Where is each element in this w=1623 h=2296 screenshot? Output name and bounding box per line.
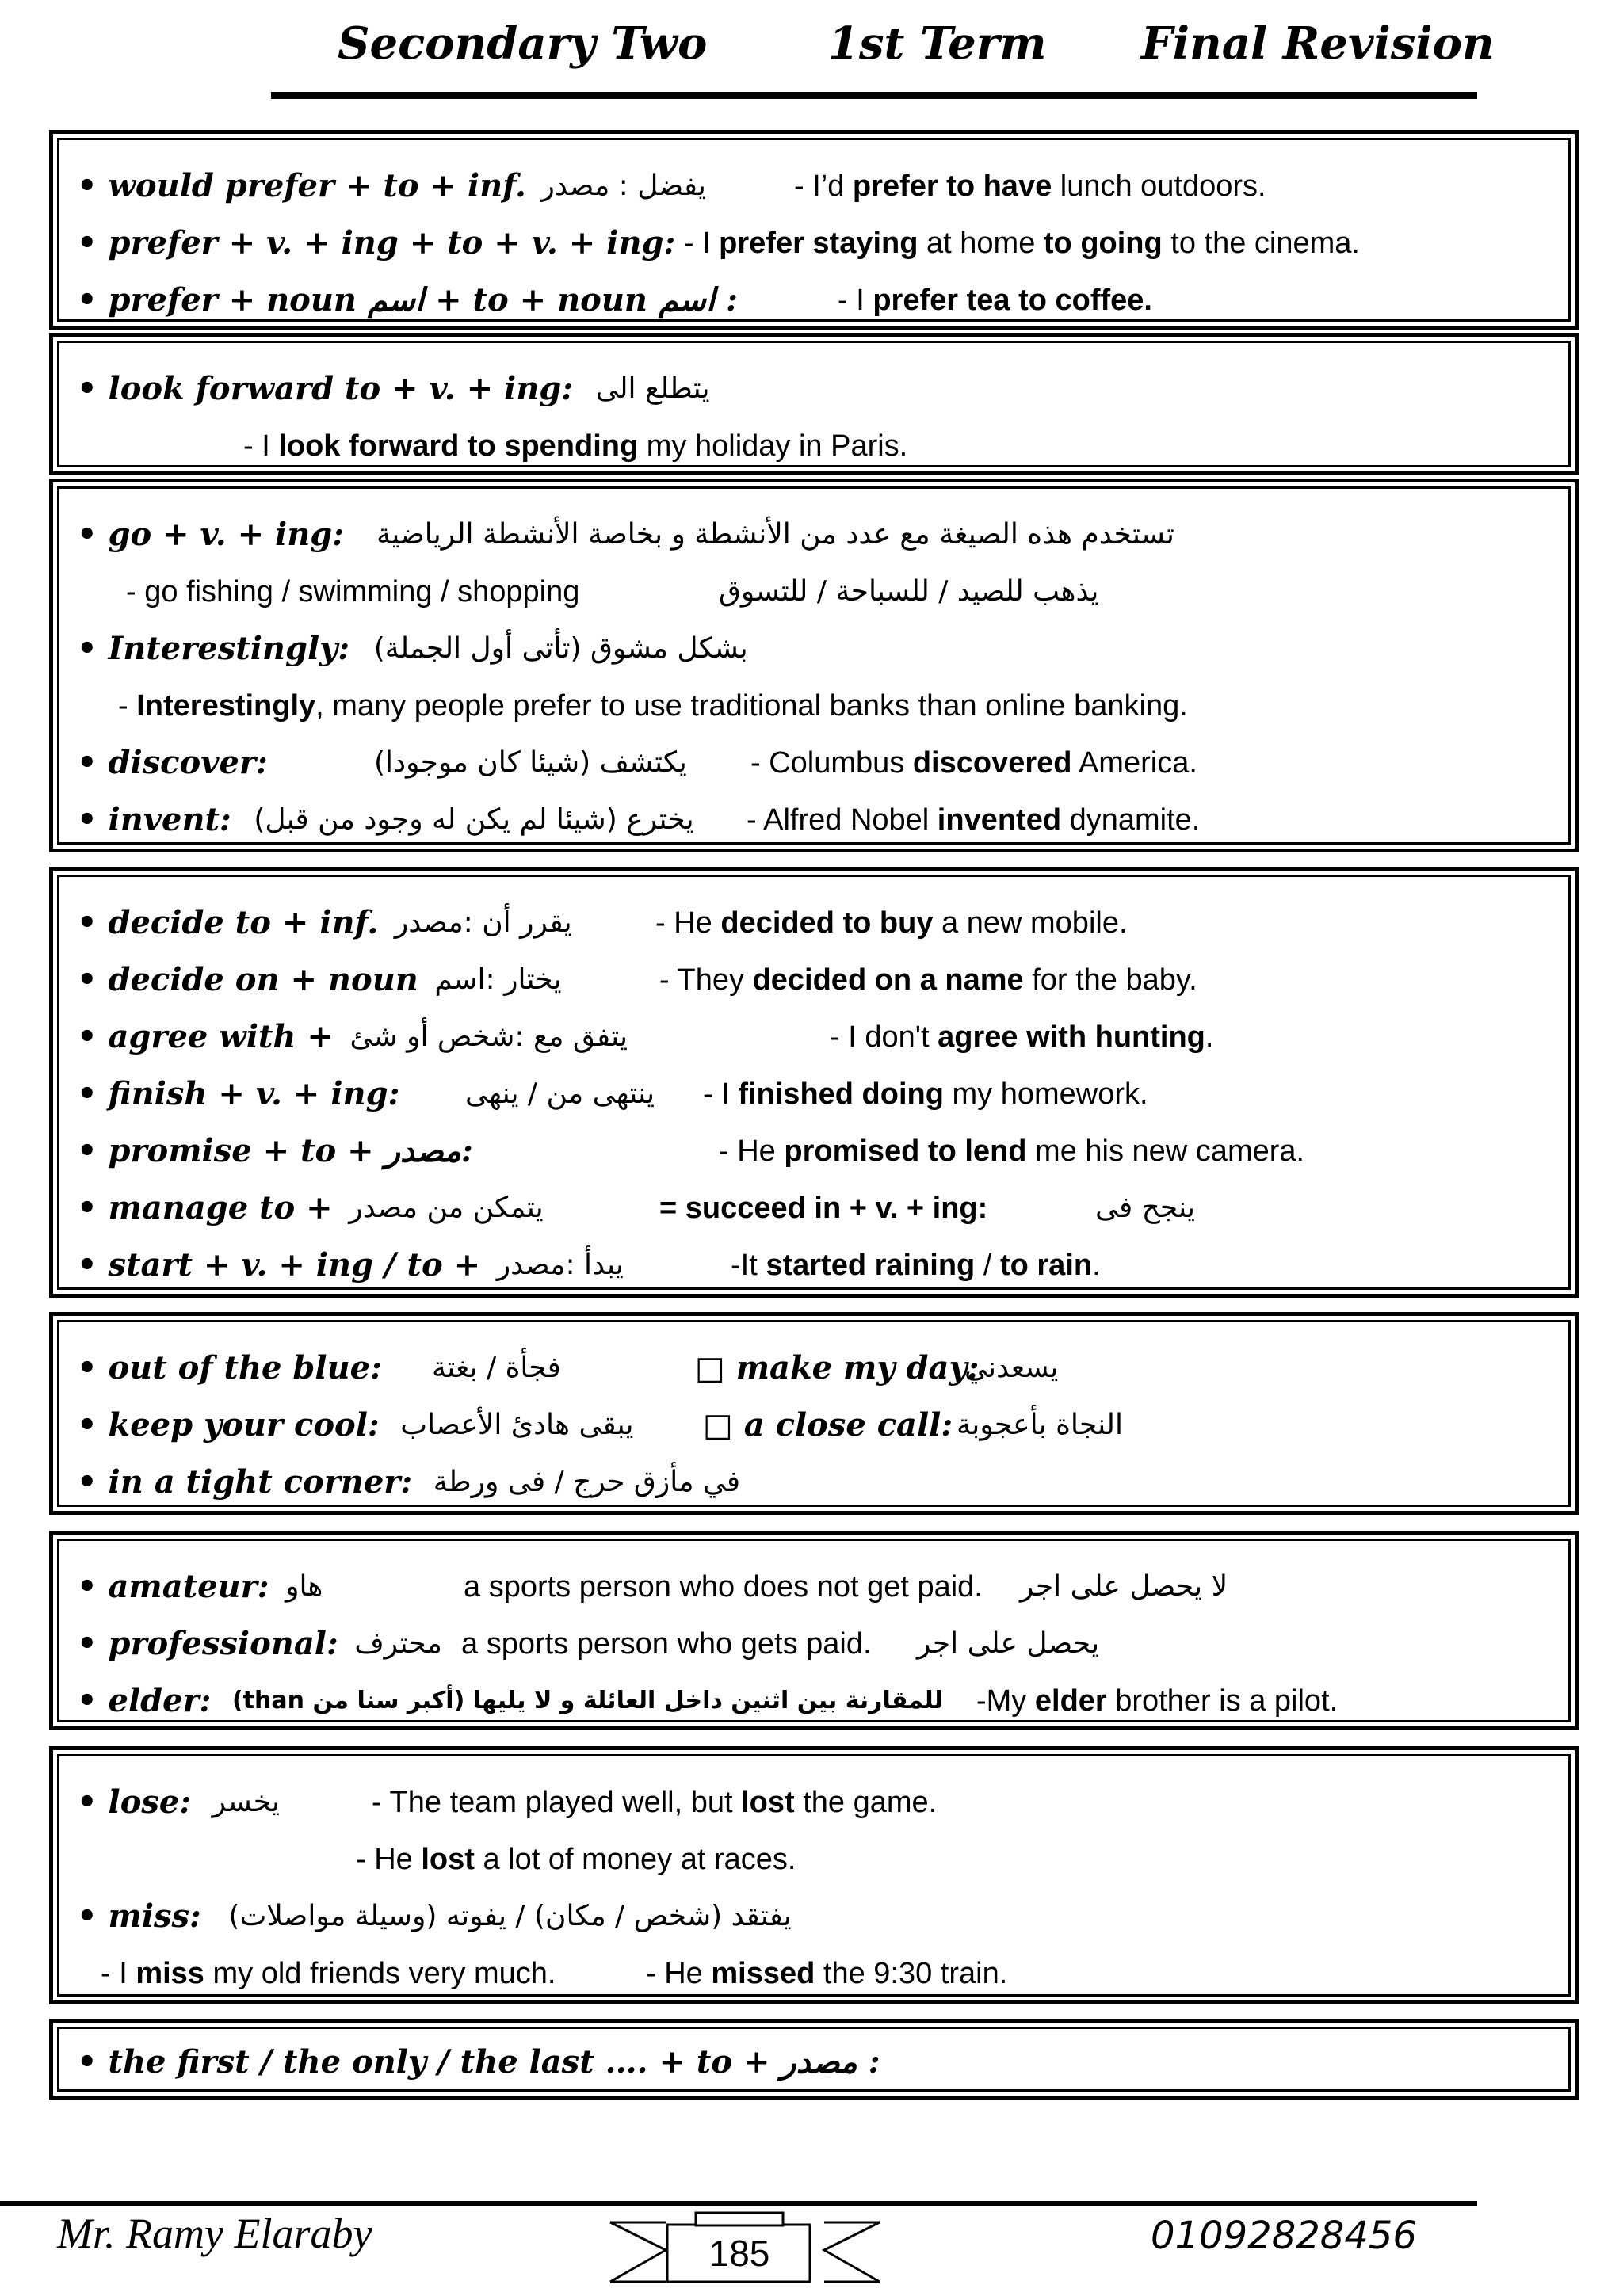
example-text: . <box>1092 1249 1101 1282</box>
line-out-of-the-blue <box>77 1344 1551 1392</box>
line-prefer-noun <box>77 277 1551 324</box>
example-bold: missed <box>711 1957 815 1990</box>
definition: a sports person who gets paid. <box>461 1627 872 1661</box>
definition: a sports person who does not get paid. <box>464 1570 983 1604</box>
line-look-forward-example <box>77 422 1551 470</box>
arabic-meaning: في مأزق حرج / فى ورطة <box>433 1466 741 1498</box>
example-text: . <box>1205 1020 1214 1054</box>
example-text: / <box>975 1249 1000 1282</box>
term: • manage to + <box>77 1189 333 1226</box>
line-go-examples <box>77 568 1551 616</box>
example-bold: lost <box>421 1843 475 1876</box>
phone-number: 01092828456 <box>1151 2214 1417 2258</box>
example-text: at home <box>918 227 1044 260</box>
arabic-meaning: يخسر <box>212 1786 280 1818</box>
example-text: - I <box>683 227 720 260</box>
line-interestingly <box>77 625 1551 673</box>
arabic-meaning: يفضل : مصدر <box>540 170 706 202</box>
term: • the first / the only / the last …. + to + مصدر : <box>77 2043 880 2081</box>
box-the-first <box>49 2019 1579 2100</box>
term: • prefer + v. + ing + to + v. + ing: <box>77 224 676 261</box>
example-text: - I <box>243 429 279 463</box>
line-keep-your-cool <box>77 1402 1551 1449</box>
box-look-forward <box>49 333 1579 475</box>
term: • prefer + noun اسم + to + noun اسم : <box>77 281 738 318</box>
line-prefer-ing <box>77 219 1551 267</box>
arabic-meaning: يتطلع الى <box>595 372 710 405</box>
term: • amateur: <box>77 1568 269 1605</box>
line-discover <box>77 739 1551 787</box>
term: • promise + to + مصدر: <box>77 1132 473 1169</box>
arabic-meaning: (يكتشف (شيئا كان موجودا <box>374 746 687 779</box>
line-the-first <box>77 2039 1551 2086</box>
example-bold: elder <box>1034 1684 1107 1718</box>
example-text: - I <box>838 284 873 317</box>
example-text: - The team played well, but <box>372 1786 742 1819</box>
term: • discover: <box>77 744 268 781</box>
page-number: 185 <box>708 2233 770 2274</box>
term: • look forward to + v. + ing: <box>77 370 574 407</box>
term: • finish + v. + ing: <box>77 1075 400 1112</box>
line-start <box>77 1241 1551 1289</box>
arabic-meaning-2: لا يحصل على اجر <box>1020 1570 1228 1603</box>
line-professional <box>77 1620 1551 1668</box>
arabic-meaning-2: يسعدني <box>964 1352 1059 1384</box>
example-bold: invented <box>937 803 1062 837</box>
example-text: lunch outdoors. <box>1052 170 1266 203</box>
arabic-meaning: (يخترع (شيئا لم يكن له وجود من قبل <box>254 803 694 836</box>
term: • out of the blue: <box>77 1349 382 1386</box>
arabic-meaning: يذهب للصيد / للسباحة / للتسوق <box>719 575 1099 608</box>
term: • elder: <box>77 1682 212 1719</box>
example-text: - I don't <box>830 1020 938 1054</box>
example-text: - He <box>356 1843 422 1876</box>
example-bold: prefer to have <box>852 170 1052 203</box>
arabic-meaning: يختار :اسم <box>434 963 562 996</box>
example-text: , many people prefer to use traditional banks than online banking. <box>315 689 1188 723</box>
line-decide-on <box>77 956 1551 1004</box>
line-amateur <box>77 1563 1551 1611</box>
example-text: my holiday in Paris. <box>638 429 908 463</box>
example-text: - I <box>703 1077 739 1111</box>
arabic-meaning: (بشكل مشوق (تأتى أول الجملة <box>373 632 748 665</box>
example-text: - He <box>719 1135 785 1168</box>
example-text: a lot of money at races. <box>474 1843 796 1876</box>
example-text: - <box>118 689 137 723</box>
example-bold: = succeed in + v. + ing: <box>659 1192 988 1225</box>
line-elder <box>77 1677 1551 1725</box>
line-decide-to <box>77 899 1551 947</box>
example-text: brother is a pilot. <box>1106 1684 1338 1718</box>
example-bold: decided to buy <box>720 906 934 940</box>
line-finish <box>77 1070 1551 1118</box>
example-text: the 9:30 train. <box>815 1957 1008 1990</box>
author-name: Mr. Ramy Elaraby <box>57 2210 372 2257</box>
page-header <box>0 17 1623 89</box>
term: • miss: <box>77 1897 201 1935</box>
arabic-meaning: يقرر أن :مصدر <box>394 906 572 939</box>
example-text: -It <box>731 1249 766 1282</box>
example-text: me his new camera. <box>1026 1135 1305 1168</box>
example-text: - Columbus <box>750 746 913 780</box>
example-bold: prefer staying <box>719 227 918 260</box>
arabic-meaning: يتمكن من مصدر <box>349 1192 544 1224</box>
box-verbs <box>49 867 1579 1298</box>
line-agree-with <box>77 1013 1551 1061</box>
term: • professional: <box>77 1625 338 1662</box>
box-go-ing <box>49 479 1579 852</box>
term: • would prefer + to + inf. <box>77 167 526 204</box>
line-manage-to <box>77 1184 1551 1232</box>
arabic-meaning: (يفتقد (شخص / مكان) / يفوته (وسيلة مواصلات <box>228 1900 792 1932</box>
term-2: □ make my day: <box>695 1349 980 1386</box>
example-text: - He <box>655 906 721 940</box>
header-rule <box>271 92 1477 99</box>
box-lose-miss <box>49 1746 1579 2004</box>
arabic-meaning: يبقى هادئ الأعصاب <box>400 1409 634 1441</box>
example-bold: to rain <box>999 1249 1093 1282</box>
example-bold: miss <box>136 1957 204 1990</box>
example-bold: started raining <box>766 1249 976 1282</box>
example-text: America. <box>1071 746 1197 780</box>
arabic-meaning: (than أكبر سنا من) للمقارنة بين اثنين داخل العائلة و لا يليها <box>231 1687 943 1714</box>
example-bold: prefer tea to coffee. <box>873 284 1152 317</box>
term: • in a tight corner: <box>77 1463 413 1501</box>
example-text: - go fishing / swimming / shopping <box>126 575 580 608</box>
example-bold: finished doing <box>738 1077 944 1111</box>
arabic-meaning: فجأة / بغتة <box>432 1352 561 1384</box>
line-invent <box>77 796 1551 844</box>
footer-rule <box>0 2201 1477 2206</box>
line-would-prefer <box>77 162 1551 210</box>
example-bold: look forward to spending <box>278 429 639 463</box>
term: • decide on + noun <box>77 961 418 998</box>
line-look-forward <box>77 365 1551 413</box>
example-bold: lost <box>741 1786 795 1819</box>
arabic-meaning: تستخدم هذه الصيغة مع عدد من الأنشطة و بخاصة الأنشطة الرياضية <box>376 518 1174 551</box>
line-miss-examples <box>77 1950 1551 1997</box>
line-tight-corner <box>77 1459 1551 1506</box>
example-text: my homework. <box>943 1077 1148 1111</box>
line-go-ing <box>77 511 1551 559</box>
term: • decide to + inf. <box>77 904 379 941</box>
example-text: -My <box>976 1684 1035 1718</box>
example-bold: promised to lend <box>784 1135 1027 1168</box>
example-text: to the cinema. <box>1162 227 1360 260</box>
example-text: - I <box>101 1957 136 1990</box>
term: • invent: <box>77 801 231 838</box>
arabic-meaning-2: يحصل على اجر <box>917 1627 1100 1660</box>
arabic-meaning-2: ينجح فى <box>1095 1192 1196 1224</box>
term: • go + v. + ing: <box>77 516 345 553</box>
header-left: Secondary Two <box>338 17 708 70</box>
header-center: 1st Term <box>828 17 1047 70</box>
example-text: - They <box>659 963 753 997</box>
term: • Interestingly: <box>77 630 350 667</box>
example-bold: discovered <box>912 746 1072 780</box>
line-interestingly-example <box>77 682 1551 730</box>
example-text: dynamite. <box>1061 803 1201 837</box>
box-idioms <box>49 1312 1579 1515</box>
term: • lose: <box>77 1783 192 1821</box>
arabic-meaning: محترف <box>354 1627 442 1660</box>
example-text: my old friends very much. <box>204 1957 556 1990</box>
term: • start + v. + ing / to + <box>77 1246 481 1283</box>
header-right: Final Revision <box>1141 17 1495 70</box>
term: • agree with + <box>77 1018 334 1055</box>
line-promise <box>77 1127 1551 1175</box>
example-bold: decided on a name <box>752 963 1024 997</box>
box-prefer <box>49 130 1579 330</box>
example-text: the game. <box>794 1786 938 1819</box>
arabic-meaning: يبدأ :مصدر <box>496 1249 624 1281</box>
term-2: □ a close call: <box>703 1406 953 1444</box>
line-lose-example <box>77 1836 1551 1883</box>
term: • keep your cool: <box>77 1406 380 1444</box>
line-miss <box>77 1893 1551 1940</box>
example-bold: Interestingly <box>136 689 316 723</box>
line-lose <box>77 1779 1551 1826</box>
arabic-meaning: ينتهى من / ينهى <box>465 1077 655 1110</box>
example-bold: agree with hunting <box>938 1020 1205 1054</box>
example-bold: to going <box>1043 227 1163 260</box>
arabic-meaning: هاو <box>285 1570 323 1603</box>
arabic-meaning-2: النجاة بأعجوبة <box>957 1409 1123 1441</box>
example-text: - I’d <box>794 170 853 203</box>
box-sports <box>49 1531 1579 1730</box>
arabic-meaning: يتفق مع :شخص أو شئ <box>349 1020 628 1053</box>
example-text: - Alfred Nobel <box>747 803 938 837</box>
example-text: - He <box>646 1957 712 1990</box>
example-text: a new mobile. <box>933 906 1128 940</box>
example-text: for the baby. <box>1023 963 1197 997</box>
